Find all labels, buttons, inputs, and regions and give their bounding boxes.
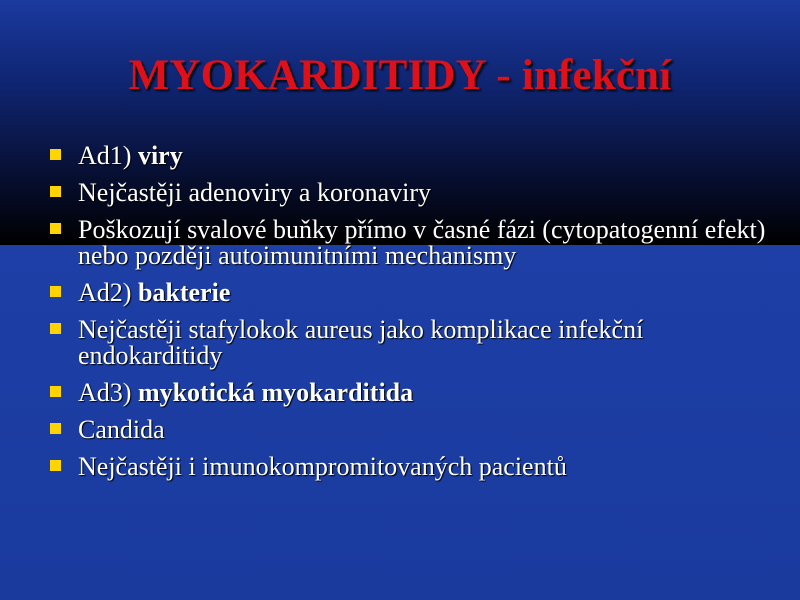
bullet-text: Nejčastěji adenoviry a koronaviry [78, 178, 432, 207]
bullet-bold-text: viry [137, 141, 183, 170]
bullet-list [48, 143, 768, 491]
bullet-item [48, 180, 768, 206]
bullet-square-icon [50, 286, 61, 297]
bullet-square-icon [50, 423, 61, 434]
bullet-text: Ad1) [78, 141, 138, 170]
bullet-square-icon [50, 223, 61, 234]
bullet-item [48, 317, 768, 369]
bullet-square-icon [50, 186, 61, 197]
bullet-item [48, 417, 768, 443]
bullet-text: Poškozují svalové buňky přímo v časné fázi (cytopatogenní efekt) nebo později autoimunitními mechanismy [78, 215, 766, 270]
bullet-square-icon [50, 386, 61, 397]
bullet-text: Nejčastěji i imunokompromitovaných pacientů [78, 452, 567, 481]
bullet-text: Ad3) [78, 378, 138, 407]
bullet-square-icon [50, 323, 61, 334]
bullet-item [48, 454, 768, 480]
bullet-square-icon [50, 460, 61, 471]
bullet-item [48, 217, 768, 269]
slide-title: MYOKARDITIDY - infekční [128, 52, 672, 99]
bullet-item [48, 280, 768, 306]
bullet-text: Nejčastěji stafylokok aureus jako komplikace infekční endokarditidy [78, 315, 644, 370]
bullet-bold-text: mykotická myokarditida [137, 378, 414, 407]
bullet-item [48, 380, 768, 406]
bullet-item [48, 143, 768, 169]
bullet-bold-text: bakterie [137, 278, 231, 307]
bullet-text: Ad2) [78, 278, 138, 307]
bullet-square-icon [50, 149, 61, 160]
bullet-text: Candida [78, 415, 165, 444]
